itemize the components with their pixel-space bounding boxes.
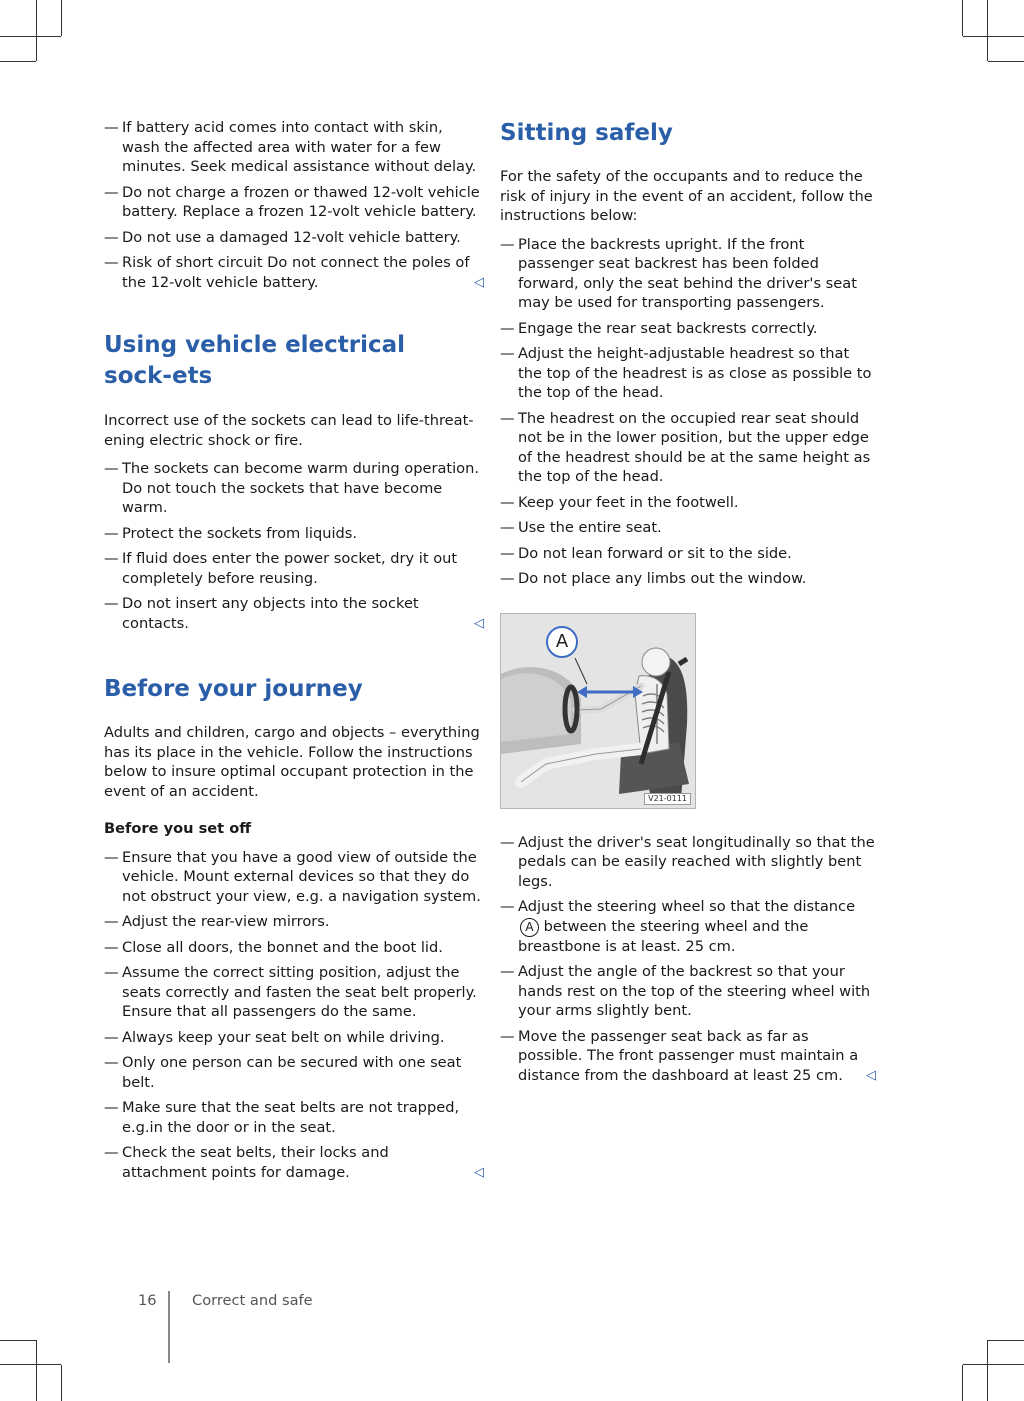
battery-warning-list: [104, 118, 484, 292]
page-footer: [138, 1291, 313, 1311]
list-item: — Make sure that the seat belts are not trapped, e.g.in the door or in the seat.: [104, 1098, 484, 1137]
list-item: — Keep your feet in the footwell.: [500, 493, 876, 513]
list-item: — Do not place any limbs out the window.: [500, 569, 876, 589]
left-column: [104, 118, 484, 1188]
marker-a-icon: A: [520, 918, 539, 937]
list-item-text: Move the passenger seat back as far as possible. The front passenger must maintain a distance from the dashboard at least 25 cm.: [518, 1027, 859, 1084]
section-heading-sitting: Sitting safely: [500, 120, 673, 146]
crop-mark: [963, 1364, 1024, 1365]
list-item: — Adjust the driver's seat longitudinally so that the pedals can be easily reached with slightly bent legs.: [500, 833, 876, 892]
section-end-icon: ◁: [474, 274, 484, 290]
figure-code: V21-0111: [644, 793, 691, 805]
list-item: — Do not charge a frozen or thawed 12-volt vehicle battery. Replace a frozen 12-volt vehicle battery.: [104, 183, 484, 222]
footer-section-title: Correct and safe: [192, 1292, 313, 1309]
list-item-text: Risk of short circuit Do not connect the poles of the 12-volt vehicle battery.: [122, 254, 470, 291]
callout-label-a: A: [555, 630, 569, 652]
crop-mark: [61, 1365, 62, 1401]
list-item: — Only one person can be secured with one seat belt.: [104, 1053, 484, 1092]
footer-divider: [168, 1291, 170, 1363]
section-end-icon: ◁: [474, 1164, 484, 1180]
seating-position-figure: [500, 613, 696, 809]
page-number: 16: [138, 1292, 157, 1309]
section-heading-sockets: Using vehicle electrical sock-ets: [104, 332, 406, 389]
list-item-text: Check the seat belts, their locks and attachment points for damage.: [122, 1144, 389, 1181]
crop-mark: [36, 0, 37, 61]
subheading-before-set-off: Before you set off: [104, 820, 252, 837]
crop-mark: [963, 36, 1024, 37]
crop-mark: [987, 0, 988, 61]
adjustment-list: [500, 833, 876, 1086]
list-item: — Ensure that you have a good view of outside the vehicle. Mount external devices so that they do not obstruct your view, e.g. a navigation system.: [104, 848, 484, 907]
sockets-intro: Incorrect use of the sockets can lead to life-threat-ening electric shock or fire.: [104, 412, 474, 449]
list-item: [104, 253, 484, 292]
list-item: — Adjust the rear-view mirrors.: [104, 912, 484, 932]
crop-mark: [962, 1365, 963, 1401]
list-item-text: Do not insert any objects into the socket contacts.: [122, 595, 419, 632]
crop-mark: [36, 1340, 37, 1401]
list-item: — The headrest on the occupied rear seat should not be in the lower position, but the upper edge of the headrest should be at the same height as the top of the head.: [500, 409, 876, 487]
sitting-list: [500, 235, 876, 589]
sockets-list: [104, 459, 484, 633]
list-item-text: between the steering wheel and the breastbone is at least. 25 cm.: [518, 917, 809, 955]
crop-mark: [61, 0, 62, 36]
list-item: — Protect the sockets from liquids.: [104, 524, 484, 544]
crop-mark: [988, 1340, 1024, 1341]
list-item: — The sockets can become warm during operation. Do not touch the sockets that have become warm.: [104, 459, 484, 518]
list-item: — Always keep your seat belt on while driving.: [104, 1028, 484, 1048]
crop-mark: [0, 61, 36, 62]
crop-mark: [0, 1340, 36, 1341]
section-end-icon: ◁: [866, 1067, 876, 1083]
list-item: [500, 897, 876, 956]
list-item: — Do not use a damaged 12-volt vehicle battery.: [104, 228, 484, 248]
list-item: [104, 1143, 484, 1182]
crop-mark: [0, 1364, 61, 1365]
right-column: [500, 118, 876, 1091]
sitting-intro: For the safety of the occupants and to reduce the risk of injury in the event of an accident, follow the instructions below:: [500, 168, 873, 224]
list-item: — Engage the rear seat backrests correctly.: [500, 319, 876, 339]
journey-list: [104, 848, 484, 1183]
list-item: — If battery acid comes into contact with skin, wash the affected area with water for a few minutes. Seek medical assistance without delay.: [104, 118, 484, 177]
list-item: — Place the backrests upright. If the front passenger seat backrest has been folded forward, only the seat behind the driver's seat may be used for transporting passengers.: [500, 235, 876, 313]
driver-seating-illustration: [501, 614, 695, 808]
list-item: — If fluid does enter the power socket, dry it out completely before reusing.: [104, 549, 484, 588]
list-item: — Close all doors, the bonnet and the boot lid.: [104, 938, 484, 958]
list-item-text: Adjust the steering wheel so that the distance: [518, 898, 856, 915]
list-item: [104, 594, 484, 633]
list-item: — Do not lean forward or sit to the side.: [500, 544, 876, 564]
list-item: — Adjust the angle of the backrest so that your hands rest on the top of the steering wheel with your arms slightly bent.: [500, 962, 876, 1021]
crop-mark: [0, 36, 61, 37]
section-heading-journey: Before your journey: [104, 676, 363, 702]
crop-mark: [987, 1340, 988, 1401]
list-item: [500, 1027, 876, 1086]
journey-intro: Adults and children, cargo and objects – everything has its place in the vehicle. Follow the instructions below to insure optimal occupant protection in the event of an accident.: [104, 724, 480, 800]
list-item: — Use the entire seat.: [500, 518, 876, 538]
crop-mark: [988, 61, 1024, 62]
list-item: — Adjust the height-adjustable headrest so that the top of the headrest is as close as possible to the top of the head.: [500, 344, 876, 403]
list-item: — Assume the correct sitting position, adjust the seats correctly and fasten the seat belt properly. Ensure that all passengers do the same.: [104, 963, 484, 1022]
section-end-icon: ◁: [474, 615, 484, 631]
crop-mark: [962, 0, 963, 36]
